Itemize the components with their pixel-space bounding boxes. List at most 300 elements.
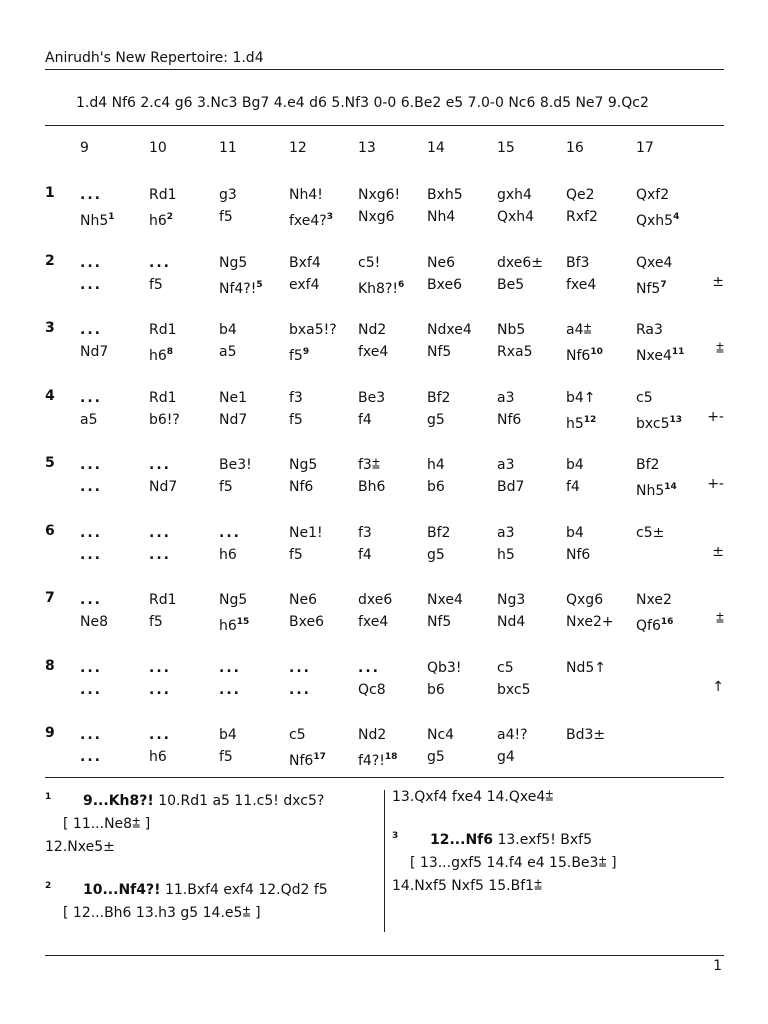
- ellipsis: ...: [149, 681, 171, 698]
- black-move: f4?!$^{18}$: [358, 752, 398, 769]
- footnotes-right: [392, 786, 722, 914]
- white-move: Qe2: [566, 187, 595, 203]
- footnote: [45, 875, 375, 925]
- move-cell: [358, 522, 372, 566]
- black-move: $Nh5^1$: [80, 212, 115, 229]
- footnote-ref[interactable]: 3: [326, 212, 333, 222]
- move-cell: [497, 724, 528, 768]
- white-move: Nh4!: [289, 187, 323, 203]
- black-move: Nd7: [149, 479, 178, 495]
- white-move: Bf2: [636, 457, 660, 473]
- move-cell: [497, 387, 521, 431]
- black-move: f5: [149, 614, 163, 630]
- footnote-ref[interactable]: 2: [166, 212, 174, 222]
- row-number: 2: [45, 252, 55, 269]
- column-header: 13: [358, 140, 376, 156]
- move-cell: [219, 454, 252, 498]
- black-move: $Nxe4^{11}$: [636, 347, 685, 364]
- white-move: Nxe4: [427, 592, 463, 608]
- black-move: Bd7: [497, 479, 525, 495]
- black-move: $h6^8$: [149, 347, 174, 364]
- column-header: 9: [80, 140, 89, 156]
- move-cell: [149, 454, 177, 498]
- move-cell: [566, 522, 590, 566]
- black-move: Nf6: [566, 546, 591, 563]
- move-cell: [497, 252, 543, 296]
- white-move: g3: [219, 187, 237, 203]
- black-move: f5: [219, 749, 233, 765]
- move-cell: [80, 522, 102, 566]
- black-move: $Qxh5^4$: [636, 212, 680, 229]
- row-number: 3: [45, 320, 55, 336]
- black-move: Nf6: [497, 411, 522, 428]
- footnote: [392, 786, 722, 809]
- main-line: 1.d4 Nf6 2.c4 g6 3.Nc3 Bg7 4.e4 d6 5.Nf3 0-0 6.Be2 e5 7.0-0 Nc6 8.d5 Ne7 9.Qc2: [76, 95, 649, 111]
- header-rule: [45, 69, 724, 70]
- move-cell: [149, 319, 177, 363]
- white-move: f3: [358, 524, 372, 541]
- move-cell: [80, 657, 102, 701]
- evaluation: +-: [707, 408, 724, 425]
- white-move: c5: [289, 727, 306, 743]
- black-move: $Qf6^{16}$: [636, 617, 674, 634]
- move-cell: [80, 252, 102, 296]
- move-cell: [566, 387, 596, 431]
- ellipsis: ...: [80, 681, 102, 698]
- ellipsis: ...: [289, 659, 311, 676]
- black-move: $bxc5^{13}$: [636, 414, 683, 432]
- move-cell: [427, 387, 450, 431]
- black-move: [566, 679, 606, 701]
- footnote-line: 3 12...Nf6 13.exf5! Bxf5: [392, 825, 722, 852]
- white-move: Bf2: [427, 389, 451, 406]
- footnote-ref[interactable]: 1: [108, 212, 115, 222]
- footnote-ref[interactable]: 7: [660, 279, 667, 290]
- black-move: h5: [497, 546, 515, 563]
- footnote-ref[interactable]: 16: [660, 617, 674, 627]
- move-cell: [566, 252, 596, 296]
- white-move: Nd2: [358, 727, 387, 743]
- black-move: $h5^{12}$: [566, 414, 597, 432]
- black-move: g5: [427, 411, 445, 428]
- footnote-ref[interactable]: 4: [673, 212, 680, 222]
- move-cell: [427, 184, 463, 228]
- black-move: fxe4: [566, 276, 597, 293]
- ellipsis: ...: [80, 479, 102, 495]
- white-move: Nb5: [497, 322, 526, 338]
- white-move: Ne6: [289, 592, 317, 608]
- move-cell: [80, 319, 108, 363]
- row-number: 1: [45, 185, 55, 201]
- column-header: 17: [636, 140, 654, 156]
- footnote-heading: 9...Kh8?!: [83, 793, 154, 809]
- ellipsis: ...: [358, 659, 380, 676]
- footnote-ref[interactable]: 6: [398, 279, 405, 290]
- move-cell: [358, 387, 385, 431]
- white-move: b4: [219, 727, 237, 743]
- move-cell: [219, 724, 237, 768]
- black-move: Nxg6: [358, 209, 395, 225]
- move-cell: [427, 522, 450, 566]
- footnote-number: 3: [392, 831, 399, 841]
- ellipsis: ...: [219, 681, 241, 698]
- row-number: 9: [45, 725, 55, 741]
- move-cell: [80, 589, 108, 633]
- footnote-number: 1: [45, 792, 52, 802]
- table-bottom-rule: [45, 777, 724, 778]
- move-cell: [427, 589, 463, 633]
- footnote-ref[interactable]: 11: [671, 347, 685, 357]
- move-cell: [497, 657, 531, 701]
- row-number: 7: [45, 590, 55, 606]
- move-cell: [427, 319, 472, 363]
- move-cell: [497, 319, 533, 363]
- column-header: 16: [566, 140, 584, 156]
- black-move: b6: [427, 479, 445, 495]
- move-cell: [358, 724, 397, 768]
- white-move: Bf2: [427, 524, 451, 541]
- move-cell: [149, 657, 171, 701]
- row-number: 6: [45, 522, 55, 539]
- footnote-heading: 10...Nf4?!: [83, 882, 161, 898]
- footnote-line: 14.Nxf5 Nxf5 15.Bf1⩲: [392, 878, 543, 894]
- move-cell: [219, 252, 263, 296]
- move-cell: [289, 252, 321, 296]
- white-move: a4⩲: [566, 322, 592, 338]
- white-move: Rd1: [149, 592, 177, 608]
- move-cell: [358, 454, 385, 498]
- white-move: Nd5↑: [566, 659, 606, 676]
- move-cell: [80, 387, 102, 431]
- white-move: Nxg6!: [358, 187, 401, 203]
- move-cell: [219, 387, 247, 431]
- ellipsis: ...: [80, 727, 102, 743]
- move-cell: [289, 657, 311, 701]
- black-move: g5: [427, 546, 445, 563]
- move-cell: [80, 724, 102, 768]
- footnote-number: 2: [45, 881, 52, 891]
- white-move: b4: [219, 322, 237, 338]
- move-cell: [149, 724, 171, 768]
- move-cell: [566, 724, 605, 768]
- evaluation: ⩲: [715, 611, 724, 627]
- white-move: Be3!: [219, 457, 252, 473]
- move-cell: [219, 522, 241, 566]
- white-move: Nd2: [358, 322, 387, 338]
- white-move: Bxf4: [289, 254, 321, 271]
- black-move: Ne8: [80, 614, 108, 630]
- black-move: f4: [358, 546, 372, 563]
- move-cell: [289, 319, 337, 363]
- footnote-line: 1 9...Kh8?! 10.Rd1 a5 11.c5! dxc5?: [45, 786, 375, 813]
- move-cell: [497, 522, 515, 566]
- move-cell: [149, 522, 171, 566]
- white-move: f3⩲: [358, 457, 381, 473]
- move-cell: [149, 252, 171, 296]
- black-move: Qxh4: [497, 209, 535, 225]
- white-move: Bf3: [566, 254, 590, 271]
- black-move: $Nf5^7$: [636, 279, 667, 297]
- black-move: $Nf6^{10}$: [566, 347, 603, 364]
- move-cell: [636, 454, 677, 498]
- black-move: Bxe6: [427, 276, 462, 293]
- evaluation: ±: [712, 273, 724, 290]
- move-cell: [219, 589, 249, 633]
- black-move: a5: [80, 411, 98, 428]
- black-move: Bxe6: [289, 614, 324, 630]
- footnote: [392, 825, 722, 898]
- ellipsis: ...: [80, 389, 102, 406]
- move-cell: [566, 184, 598, 228]
- move-cell: [149, 184, 177, 228]
- column-header: 12: [289, 140, 307, 156]
- white-move: Qb3!: [427, 659, 462, 676]
- white-move: Bd3±: [566, 727, 606, 743]
- white-move: Ne1: [219, 389, 247, 406]
- move-cell: [80, 184, 115, 228]
- footnote-ref[interactable]: 13: [669, 414, 683, 425]
- white-move: c5: [497, 659, 514, 676]
- move-cell: [566, 319, 603, 363]
- ellipsis: ...: [80, 659, 102, 676]
- footnote-ref[interactable]: 18: [384, 752, 398, 762]
- move-cell: [289, 454, 317, 498]
- white-move: a3: [497, 524, 515, 541]
- move-cell: [566, 589, 614, 633]
- black-move: f5: [219, 209, 233, 225]
- white-move: Ng5: [219, 592, 248, 608]
- black-move: h6: [149, 749, 167, 765]
- white-move: Ng5: [289, 457, 318, 473]
- black-move: Kh8?!$^6$: [358, 279, 405, 297]
- white-move: Rd1: [149, 389, 177, 406]
- notes-divider: [384, 790, 385, 932]
- black-move: [636, 544, 664, 566]
- move-cell: [497, 454, 524, 498]
- ellipsis: ...: [80, 749, 102, 765]
- move-cell: [289, 522, 323, 566]
- black-move: Rxa5: [497, 344, 533, 360]
- row-number: 4: [45, 387, 55, 404]
- column-header: 10: [149, 140, 167, 156]
- move-cell: [566, 454, 584, 498]
- ellipsis: ...: [80, 592, 102, 608]
- row-number: 8: [45, 657, 55, 674]
- black-move: f5: [289, 546, 303, 563]
- black-move: a5: [219, 344, 237, 360]
- move-cell: [289, 724, 326, 768]
- move-cell: [358, 589, 392, 633]
- ellipsis: ...: [149, 727, 171, 743]
- ellipsis: ...: [80, 254, 102, 271]
- black-move: Nf4?!$^5$: [219, 279, 263, 297]
- white-move: Qxg6: [566, 592, 604, 608]
- white-move: Bxh5: [427, 187, 463, 203]
- ellipsis: ...: [149, 546, 171, 563]
- footnote-ref[interactable]: 10: [590, 347, 603, 357]
- black-move: Nf6: [289, 479, 314, 495]
- ellipsis: ...: [80, 187, 102, 203]
- white-move: bxa5!?: [289, 322, 337, 338]
- white-move: dxe6: [358, 592, 393, 608]
- move-cell: [358, 184, 400, 228]
- move-cell: [636, 252, 672, 296]
- black-move: Qc8: [358, 681, 386, 698]
- black-move: Nd4: [497, 614, 526, 630]
- ellipsis: ...: [149, 457, 171, 473]
- move-cell: [358, 252, 404, 296]
- white-move: Ng5: [219, 254, 248, 271]
- white-move: Rd1: [149, 322, 177, 338]
- move-cell: [149, 387, 180, 431]
- white-move: a3: [497, 457, 515, 473]
- black-move: Nf5: [427, 344, 452, 360]
- move-cell: [636, 319, 684, 363]
- white-move: Ne6: [427, 254, 455, 271]
- black-move: fxe4?$^3$: [289, 212, 333, 229]
- move-cell: [219, 657, 241, 701]
- move-cell: [636, 387, 682, 431]
- footnote-ref[interactable]: 12: [583, 414, 597, 425]
- move-cell: [289, 184, 333, 228]
- move-cell: [497, 589, 525, 633]
- ellipsis: ...: [80, 322, 102, 338]
- footnote-line: [ 12...Bh6 13.h3 g5 14.e5⩲ ]: [63, 905, 261, 921]
- white-move: Nxe2: [636, 592, 672, 608]
- move-cell: [289, 387, 303, 431]
- move-cell: [427, 454, 445, 498]
- black-move: fxe4: [358, 344, 389, 360]
- black-move: bxc5: [497, 681, 531, 698]
- page-number: 1: [713, 958, 722, 974]
- move-cell: [219, 319, 237, 363]
- white-move: Ndxe4: [427, 322, 472, 338]
- white-move: Rd1: [149, 187, 177, 203]
- white-move: Ng3: [497, 592, 526, 608]
- evaluation: ⩲: [715, 341, 724, 357]
- ellipsis: ...: [80, 276, 102, 293]
- evaluation: ±: [712, 543, 724, 560]
- move-cell: [427, 252, 462, 296]
- black-move: $Nh5^{14}$: [636, 482, 677, 499]
- black-move: Nh4: [427, 209, 456, 225]
- ellipsis: ...: [149, 659, 171, 676]
- footnote-line: [ 11...Ne8⩲ ]: [63, 816, 151, 832]
- move-cell: [427, 657, 461, 701]
- move-cell: [219, 184, 237, 228]
- black-move: Be5: [497, 276, 525, 293]
- column-header: 15: [497, 140, 515, 156]
- evaluation: ↑: [712, 678, 724, 695]
- white-move: a4!?: [497, 727, 528, 743]
- footnote-ref[interactable]: 14: [664, 482, 677, 492]
- move-cell: [566, 657, 606, 701]
- white-move: Qxe4: [636, 254, 673, 271]
- footnote-line: [ 13...gxf5 14.f4 e4 15.Be3⩲ ]: [410, 855, 617, 871]
- ellipsis: ...: [80, 457, 102, 473]
- document-title: Anirudh's New Repertoire: 1.d4: [45, 50, 264, 66]
- footnote: [45, 786, 375, 859]
- white-move: c5: [636, 389, 653, 406]
- ellipsis: ...: [219, 524, 241, 541]
- white-move: dxe6±: [497, 254, 543, 271]
- black-move: g4: [497, 749, 515, 765]
- white-move: f3: [289, 389, 303, 406]
- move-cell: [289, 589, 324, 633]
- move-cell: [636, 522, 664, 566]
- black-move: f5: [149, 276, 163, 293]
- move-cell: [636, 589, 673, 633]
- black-move: Rxf2: [566, 209, 598, 225]
- move-cell: [358, 319, 388, 363]
- black-move: fxe4: [358, 614, 389, 630]
- black-move: [566, 746, 605, 768]
- white-move: b4↑: [566, 389, 596, 406]
- table-top-rule: [45, 125, 724, 126]
- column-header: 14: [427, 140, 445, 156]
- black-move: $h6^{15}$: [219, 617, 250, 634]
- black-move: f5: [289, 411, 303, 428]
- white-move: Ne1!: [289, 524, 323, 541]
- move-cell: [427, 724, 454, 768]
- move-cell: [80, 454, 102, 498]
- footer-rule: [45, 955, 724, 956]
- ellipsis: ...: [149, 254, 171, 271]
- ellipsis: ...: [80, 524, 102, 541]
- black-move: f4: [358, 411, 372, 428]
- black-move: $h6^2$: [149, 212, 174, 229]
- white-move: c5±: [636, 524, 665, 541]
- black-move: f5: [219, 479, 233, 495]
- footnote-heading: 12...Nf6: [430, 832, 493, 848]
- black-move: Nxe2+: [566, 614, 614, 630]
- white-move: b4: [566, 457, 584, 473]
- black-move: $Nf6^{17}$: [289, 752, 326, 769]
- white-move: h4: [427, 457, 445, 473]
- move-cell: [497, 184, 534, 228]
- footnote-ref[interactable]: 17: [313, 752, 326, 762]
- move-cell: [149, 589, 177, 633]
- footnotes-left: [45, 786, 375, 941]
- row-number: 5: [45, 455, 55, 471]
- black-move: Nd7: [80, 344, 109, 360]
- ellipsis: ...: [80, 546, 102, 563]
- footnote-line: 13.Qxf4 fxe4 14.Qxe4⩲: [392, 789, 554, 805]
- white-move: b4: [566, 524, 584, 541]
- black-move: Nf5: [427, 614, 452, 630]
- black-move: h6: [219, 546, 237, 563]
- white-move: Ra3: [636, 322, 663, 338]
- black-move: f4: [566, 479, 580, 495]
- white-move: Nc4: [427, 727, 455, 743]
- white-move: c5!: [358, 254, 381, 271]
- ellipsis: ...: [219, 659, 241, 676]
- footnote-ref[interactable]: 9: [302, 347, 310, 357]
- black-move: g5: [427, 749, 445, 765]
- ellipsis: ...: [289, 681, 311, 698]
- footnote-ref[interactable]: 8: [166, 347, 174, 357]
- move-cell: [358, 657, 386, 701]
- white-move: Be3: [358, 389, 386, 406]
- black-move: exf4: [289, 276, 320, 293]
- footnote-ref[interactable]: 5: [256, 279, 263, 290]
- black-move: b6: [427, 681, 445, 698]
- black-move: $f5^9$: [289, 347, 310, 364]
- black-move: Bh6: [358, 479, 386, 495]
- footnote-ref[interactable]: 15: [236, 617, 250, 627]
- ellipsis: ...: [149, 524, 171, 541]
- white-move: a3: [497, 389, 515, 406]
